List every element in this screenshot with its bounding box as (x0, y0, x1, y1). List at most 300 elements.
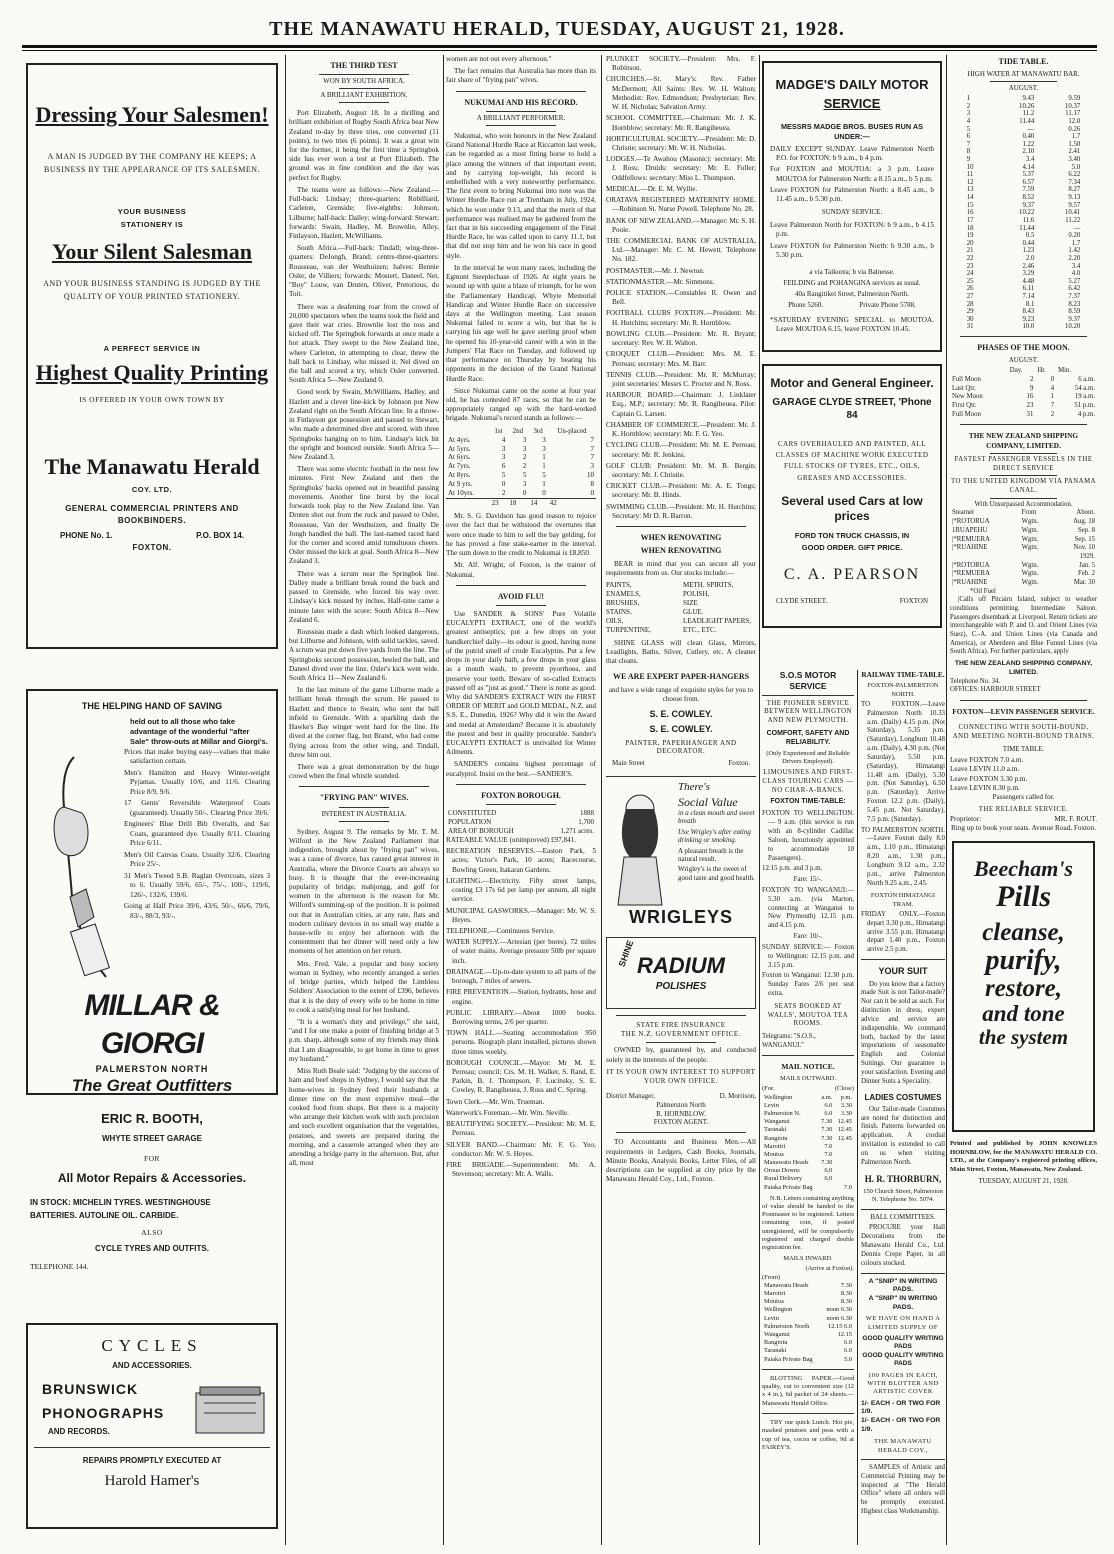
article-headline: "FRYING PAN" WIVES. (319, 793, 409, 803)
table-cell: Paiaka Private Bag (764, 1355, 813, 1363)
ad-text: POLISHES (655, 980, 707, 992)
table-cell: 1.22 (1022, 140, 1035, 148)
table-cell: 3.40 (1068, 156, 1081, 164)
ad-line: Leave FOXTON 3.30 p.m. (950, 774, 1028, 783)
ad-text: MESSRS MADGE BROS. BUSES RUN AS UNDER:— (780, 122, 924, 141)
table-cell: 1929. (1079, 552, 1095, 560)
ad-subhead: COMFORT, SAFETY AND RELIABILITY. (766, 729, 850, 746)
table-cell: 31 (966, 323, 974, 331)
table-cell: 25 (966, 277, 974, 285)
ad-text: THE RELIABLE SERVICE. (978, 806, 1069, 814)
list-item: STAINS, (606, 607, 632, 616)
table-cell (834, 1175, 854, 1183)
ad-text: CARS OVERHAULED AND PAINTED, ALL CLASSES OF MACHINE WORK EXECUTED FULL STOCKS OF TYRES, ETC., OILS, GREASES AND ACCESSORIES. (775, 439, 929, 482)
column-5 (762, 55, 942, 640)
list-item: LODGES.—Te Awahou (Masonic): secretary: Mr. J. Ross; Druids: secretary: Mr. E. Fuller; Oddfellows: secretary: Miss L. Thompson. (606, 155, 756, 182)
table-cell: Rural Delivery (764, 1175, 803, 1183)
table-cell: 7.30 (821, 1134, 833, 1142)
table-cell: 31 (1026, 410, 1034, 418)
list-item: SILVER BAND.—Chairman: Mr. F. G. Yeo; conductor: Mr. W. S. Heyes. (446, 1140, 596, 1158)
table-row (965, 301, 1083, 309)
table-cell: 23 (491, 499, 499, 508)
ad-line: SUNDAY SERVICE:— Foxton to Wellington: 12.15 p.m. and 3.15 p.m. (762, 943, 854, 969)
table-row (446, 436, 596, 445)
article-headline: AVOID FLU! (497, 591, 545, 601)
table-cell: 2.41 (1068, 148, 1081, 156)
table-cell: 8 (590, 480, 594, 489)
list-item: TELEPHONE.—Continuous Service. (446, 926, 555, 935)
ad-line: FOXTON TO WELLINGTON.— 9 a.m. (this service is run with an 8-cylinder Cadillac Saloon, luxuriously appointed to accommodate 10 Passengers). (762, 810, 854, 862)
table-cell: 42 (549, 499, 557, 508)
ad-brand: PHONOGRAPHS (42, 1404, 165, 1421)
table-cell: 8.52 (1022, 194, 1035, 202)
section-subhead: HIGH WATER AT MANAWATU BAR. (967, 70, 1080, 79)
table-row (446, 462, 596, 471)
table-row (762, 1151, 854, 1159)
table-row (965, 171, 1083, 179)
table-row (965, 179, 1083, 187)
list-item: ORATAVA REGISTERED MATERNITY HOME.—Robinson St. Nurse Powell. Telephone No. 28. (606, 196, 756, 214)
table-cell: 12.15 6.0 (828, 1322, 852, 1330)
ad-slogan: restore, (984, 974, 1063, 1002)
moon-table (950, 367, 1097, 419)
ad-phone: Phone 5260. (788, 300, 824, 309)
ad-line: Going at Half Price 39/6, 43/6, 50/-, 66/6, 79/6, 83/-, 88/3, 93/-. (124, 901, 270, 920)
table-header-cell: Steamer (952, 509, 975, 517)
table-cell: 3 (966, 110, 971, 118)
table-cell (818, 1184, 834, 1192)
list-item: CRICKET CLUB.—President: Mr. A. E. Tongs; secretary: Mr. B. Hinds. (606, 482, 756, 500)
ad-text: YOUR BUSINESS STATIONERY IS (117, 206, 187, 230)
ad-firm-name: The Manawatu Herald (44, 453, 260, 479)
table-cell: Sep. 15 (1074, 535, 1095, 543)
section-subhead: AUGUST. (1008, 84, 1039, 93)
table-cell: |*ROTORUA (952, 518, 990, 526)
table-cell: 0.5 (1025, 232, 1035, 240)
ad-text: THE MANAWATU HERALD COY., (874, 1438, 932, 1454)
ad-text: THE PIONEER SERVICE BETWEEN WELLINGTON AND NEW PLYMOUTH. (764, 699, 852, 725)
list-item: TURPENTINE, (606, 625, 651, 634)
article-paragraph: South Africa.—Full-back: Tindall; wing-three-quarters: DeJongh, Brand; centre-three-quarters: Rousseau, van der Westhuizen; halves: Bennie Osler, de Villiers; forwards: Mostert, Daneel, Net, "Boy" Louw, van Druten, Oliver, Pretorious, du Toit. (289, 244, 439, 299)
table-cell: 8.30 (840, 1298, 852, 1306)
table-cell: At 10yrs. (448, 489, 475, 498)
section-subhead: TIME TABLE. (1002, 745, 1045, 753)
ad-heading: WE ARE EXPERT PAPER-HANGERS (612, 672, 750, 682)
borough-table (446, 809, 596, 836)
ad-text: N.B. Letters containing anything of value should be handed to the Postmaster to be registered. Letters containing coin, if posted unregistered, will be compulsorily registered and charged double registration fee. (762, 1194, 854, 1251)
table-cell: — (1073, 224, 1081, 232)
list-item: TENNIS CLUB.—President: Mr. R. McMurray; joint secretaries: Messrs C. Procter and N. Ross. (606, 370, 756, 388)
column-6 (950, 55, 1097, 1186)
column-3 (446, 55, 596, 1181)
ad-line: For FOXTON and MOUTOA: a 3 p.m. Leave MOUTOA for Palmerston North: a 8.15 a.m., b 5 p.m. (770, 165, 934, 183)
ad-text: AND RECORDS. (48, 1426, 110, 1436)
table-row (950, 411, 1097, 420)
article-subhead: A BRILLIANT PERFORMER. (476, 113, 566, 122)
list-item: RATEABLE VALUE (unimproved) £97,841. (446, 836, 577, 844)
table-cell (834, 1143, 854, 1151)
table-cell: 24 (966, 270, 974, 278)
ad-text: TO Accountants and Business Men.—All requirements in Ledgers, Cash Books, Journals, Minute Books, Analysis Books, Letter Files, of all descriptions can be supplied at city price by the Manawatu Herald Coy., Ltd., Foxton. (606, 1138, 756, 1184)
table-cell: |*REMUERA (952, 535, 990, 543)
article-headline: NUKUMAI AND HIS RECORD. (464, 97, 578, 107)
table-cell: 3 (590, 462, 594, 471)
ad-text: FORD TON TRUCK CHASSIS, IN GOOD ORDER. GIFT PRICE. (794, 531, 910, 552)
table-cell: 7.34 (1068, 178, 1081, 186)
table-cell: 11.17 (1065, 110, 1081, 118)
column-rule (443, 55, 444, 1545)
article-paragraph: There was a scrum near the Springbok line. Dalley made a brilliant break round the back and passed to Grenside, who forced his way over. Lindsay's kick missed by inches. Half-time came a minute later with the score: South Africa 8—New Zealand 6. (289, 569, 439, 624)
ad-line: Men's Oil Canvas Coats. Usually 32/6. Clearing Price 25/-. (124, 849, 270, 869)
table-cell: 0 (590, 489, 594, 498)
table-cell: 10.0 (1022, 323, 1035, 331)
list-item: Waterwork's Foreman.—Mr. Wm. Neville. (446, 1108, 569, 1117)
ad-text: D. Morrison, (719, 1091, 756, 1100)
table-cell: noon 6.30 (826, 1306, 852, 1314)
table-cell: 2 (966, 102, 971, 110)
list-item: CHURCHES.—St. Mary's: Rev. Father McDermott; All Saints: Rev. W. H. Walton; Methodist: Rev. Edmondson; Presbyterian: Rev. W. H. Nicholas; Salvation Army. (606, 75, 756, 112)
ad-line: Men's Hamilton and Heavy Winter-weight Pyjamas. Usually 10/6, and 11/6. Clearing Price 8/9, 9/6. (124, 767, 270, 796)
table-row (965, 148, 1083, 156)
ad-heading: MADGE'S DAILY MOTOR (775, 77, 929, 92)
ad-text: SHINE GLASS will clean Glass, Mirrors, Leadlights, Baths, Silver, Cutlery, etc. A cleaner that cleans. (606, 638, 756, 666)
ad-text: BLOTTING PAPER.—Good quality, cut to convenient size (12 x 4 in.), 6d packet of 24 sheets.—Manawatu Herald Office. (762, 1374, 854, 1407)
list-item: LEADLIGHT PAPERS, ETC., ETC. (683, 616, 752, 634)
ad-line: Foxton to Wanganui: 12.30 p.m. Sunday Fares 2/6 per seat extra. (762, 972, 854, 998)
article-paragraph: There was a great demonstration by the huge crowd when the final whistle sounded. (289, 763, 439, 781)
table-cell: Wgtn. (1021, 570, 1039, 578)
cycles-ad (26, 1323, 278, 1529)
table-cell: 5.37 (1022, 171, 1035, 179)
list-item: THE COMMERCIAL BANK OF AUSTRALIA, Ltd.—Manager: Mr. C. M. Hewett. Telephone No. 182. (606, 236, 756, 264)
list-item: POLISH, (683, 589, 710, 598)
list-item: TOWN HALL.—Seating accommodation 950 persons. Biograph plant installed, pictures shown three times weekly. (446, 1029, 596, 1056)
ad-text: AND ACCESSORIES. (112, 1360, 192, 1370)
table-cell: 9.59 (1068, 95, 1081, 103)
list-item: CHAMBER OF COMMERCE.—President: Mr. J. K. Hornblow; secretary: Mr. F. G. Yeo. (606, 420, 756, 439)
list-item: BRUSHES, (606, 598, 640, 607)
table-cell: 1888 (580, 809, 594, 818)
table-cell: 5.27 (1068, 277, 1081, 285)
ad-price: 1/- EACH - OR TWO FOR 1/9. (861, 1399, 941, 1416)
article-paragraph: SANDER'S contains highest percentage of eucalyptol. Insist on the best.—SANDER'S. (446, 760, 596, 778)
table-cell: 27 (966, 292, 974, 300)
column-rule (946, 55, 947, 1545)
ad-text: Do you know that a factory made Suit is not Tailor-made? Nor can it be sold as such. For distinction in dress, expert advice and service are indispensible. We command both, backed by the latest importations of seasonable English and Colonial Suitings. Our guarantee is your satisfaction. Evening and Dinner Suits a Speciality. (861, 980, 945, 1085)
ad-text: 40a Rangitikei Street, Palmerston North. (795, 289, 909, 298)
table-cell: Rangiotu (764, 1339, 788, 1347)
ad-text: OWNED by, guaranteed by, and conducted solely in the interests of the people. (606, 1046, 756, 1064)
ad-contact (60, 531, 244, 541)
section-subhead: MAILS OUTWARD. (780, 1074, 836, 1082)
table-row (965, 126, 1083, 134)
table-cell: Wgtn. (1021, 535, 1039, 543)
table-row (950, 544, 1097, 553)
table-cell: 12.15 (837, 1330, 852, 1338)
ad-slogan: The Great Outfitters (71, 1076, 233, 1096)
list-item: BEAUTIFYING SOCIETY.—President: Mr. M. E. Perreau. (446, 1120, 596, 1138)
table-cell: At 6yrs. (448, 453, 471, 462)
article-paragraph: TO PALMERSTON NORTH.—Leave Foxton daily 8.0 a.m., 1.10 p.m., Himatangi 8.20 a.m., 1.30 p.m., Longburn 9.12 a.m., 2.32 p.m., arrive Palmerston North 9.25 a.m., 2.45. (861, 826, 945, 887)
table-cell: At 8yrs. (448, 471, 471, 480)
table-cell: 3.30 (840, 1109, 852, 1117)
ad-text: FOR (143, 1153, 161, 1163)
wrigleys-ad (606, 776, 756, 931)
ad-line: Leave FOXTON for Palmerston North: b 9.30 a.m., b 5.30 p.m. (770, 241, 934, 259)
table-cell: Jan. 5 (1079, 561, 1095, 569)
ad-text: AND YOUR BUSINESS STANDING IS JUDGED BY THE QUALITY OF YOUR PRINTED STATIONERY. (43, 278, 261, 301)
ad-heading: Dressing Your Salesmen! (35, 102, 269, 127)
table-cell: 4 (966, 117, 971, 125)
table-cell (834, 1159, 854, 1167)
ad-text: REPAIRS PROMPTLY EXECUTED AT (82, 1455, 222, 1465)
ad-line: 17 Gents' Reversible Waterproof Coats (guaranteed). Usually 50/-. Clearing Price 39/6. (124, 798, 270, 817)
ad-brand: MILLAR & GIORGI (84, 988, 220, 1061)
table-cell: 6.57 (1022, 178, 1035, 186)
table-row (965, 316, 1083, 324)
table-header-cell (446, 427, 490, 436)
column-2 (289, 55, 439, 1172)
table-cell: 11.44 (1019, 224, 1035, 232)
table-cell: 7 (590, 453, 594, 462)
table-cell: 3 (522, 435, 527, 444)
article-paragraph: The fact remains that Australia has more than its fair share of "frying pan" wives. (446, 67, 596, 85)
issue-date: TUESDAY, AUGUST 21, 1928. (978, 1177, 1069, 1186)
ad-text: |Calls off Pitcairn Island, subject to weather conditions permitting. Intermediate Saloon. Passengers disembark at Liverpool. Return tickets are interchangeable with P. and O. and Orient Lines (via Suez), C.-A. and Union Lines (via Canada and America), or Aberdeen and Blue Funnel Lines (via South Africa). For further particulars, apply (950, 596, 1097, 656)
table-row (950, 536, 1097, 545)
section-heading: MAIL NOTICE. (781, 1062, 835, 1072)
table-header-cell: Day. (1009, 367, 1023, 375)
ad-heading: All Motor Repairs & Accessories. (57, 1171, 247, 1186)
table-cell: Moutoa (764, 1298, 784, 1306)
table-cell: 4 (1050, 384, 1055, 392)
table-cell: 1,271 acres. (560, 827, 594, 836)
list-item: PAINTS, (606, 580, 632, 589)
ad-text: SEATS BOOKED AT WALLS', MOUTOA TEA ROOMS. (767, 1002, 849, 1028)
ad-text: TELEPHONE 144. (30, 1262, 89, 1272)
ad-text: PROCURE your Hall Decorations from the Manawatu Herald Co., Ltd. Dennis Crepe Paper, in all colours stocked. (861, 1224, 945, 1267)
table-row (965, 240, 1083, 248)
ad-heading: Motor and General Engineer. (770, 376, 934, 390)
ad-text: in a clean mouth and sweet breath (678, 808, 755, 826)
booth-garage-ad (22, 1105, 282, 1317)
table-cell: 11.6 (1022, 216, 1035, 224)
ad-name: S. E. COWLEY. (649, 709, 713, 720)
ad-text: SAMPLES of Artistic and Commercial Printing may be inspected at "The Herald Office" where all orders will be promptly executed. Highest class Workmanship. (861, 1464, 945, 1516)
table-cell: Wanganui (764, 1118, 790, 1126)
table-cell: 3 (542, 435, 546, 444)
table-cell: Manawatu Heads (764, 1281, 809, 1289)
table-row (965, 270, 1083, 278)
table-cell: 17 (966, 216, 974, 224)
table-header (446, 427, 596, 436)
table-cell: 2 (1029, 375, 1034, 383)
table-cell: 14 (966, 194, 974, 202)
table-cell: 29 (966, 308, 974, 316)
ad-line: Leave FOXTON 7.0 a.m. (950, 756, 1024, 765)
table-row (965, 209, 1083, 217)
table-cell: 8 (966, 148, 971, 156)
article-subhead: A BRILLIANT EXHIBITION. (320, 91, 408, 100)
ad-text: FOXTON AGENT. (653, 1118, 709, 1127)
table-row (950, 527, 1097, 536)
ad-heading: A "SNIP" IN WRITING PADS. (868, 1294, 938, 1311)
ad-text: THE N.Z. GOVERNMENT OFFICE. (621, 1030, 741, 1039)
article-paragraph: Use SANDER & SONS' Pure Volatile EUCALYPTI EXTRACT, one of the world's greatest antiseptics; put a few drops on your handkerchief daily—its odour is good, having none of the putrid smell of crude Eucalyptus. Put a few drops in your daily bath, a few drops in your glass as a mouth wash, to prevent pyorrhoea, and preserve your teeth. Beware of so-called Extracts passed off as "just as good." There is none as good. Why did SANDER'S EXTRACT WIN the FIRST ORDER OF MERIT and GOLD MEDAL, N.Z. and S.S. E., Dunedin, 1926? Why did it win the Award and medal at Amsterdam? Because it is absolutely the purest and best in quality procurable. Sander's EUCALYPTI EXTRACT is unrivalled for Winter Ailments. (446, 609, 596, 757)
section-subhead: MAILS INWARD. (783, 1255, 833, 1263)
article-paragraph: women are not out every afternoon." (446, 55, 552, 63)
table-cell: Levin (764, 1101, 779, 1109)
article-paragraph: Since Nukumai came on the scene at four year old, he has contested 87 races, so that he can be appropriately ranged up with the hard-worked brigade. Nukumai's record stands as follows:— (446, 386, 596, 423)
ad-heading: A "SNIP" IN WRITING PADS. (868, 1277, 938, 1294)
table-cell: 11 (966, 171, 974, 179)
mail-out-table (762, 1094, 854, 1192)
ad-text: A pleasant breath is the natural result. (678, 846, 744, 863)
table-cell (834, 1151, 854, 1159)
table-header-cell: About. (1076, 509, 1095, 517)
article-subhead: WON BY SOUTH AFRICA. (323, 77, 405, 86)
table-cell: 9 (1029, 384, 1034, 392)
table-cell: 7.30 (821, 1118, 833, 1126)
table-row (965, 308, 1083, 316)
ad-street: Main Street (612, 759, 645, 768)
table-cell: 14 (530, 499, 538, 508)
table-cell: 10.22 (1019, 209, 1035, 217)
column-rule (857, 670, 858, 1545)
section-heading: FOXTON HIMATANGI TRAM. (870, 892, 936, 908)
table-cell: 3 (501, 453, 506, 462)
ad-text: COY. LTD. (131, 485, 173, 494)
table-row (762, 1290, 854, 1298)
table-header-cell: From (1021, 509, 1037, 517)
table-cell: 12.0 (1068, 117, 1081, 125)
table-cell: 5 (522, 471, 527, 480)
table-cell: 3.4 (1071, 262, 1081, 270)
tide-table (965, 95, 1083, 331)
table-cell: Wgtn. (1021, 526, 1039, 534)
ad-text: There's (678, 781, 710, 794)
list-item: ENAMELS, (606, 589, 641, 598)
ad-price: 1/- EACH - OR TWO FOR 1/9. (861, 1417, 941, 1433)
mail-in-table (762, 1282, 854, 1364)
section-subhead: FOXTON-PALMERSTON NORTH. (867, 682, 939, 698)
list-item: MEDICAL.—Dr. E. M. Wyllie. (606, 184, 698, 193)
table-row (965, 263, 1083, 271)
ad-line: 31 Men's Tweed S.B. Raglan Overcoats, sizes 3 to 6. Usually 59/6, 65/-, 75/-, 100/-, 119/6, 126/-, 132/6, 139/6. (124, 870, 270, 899)
table-cell: Marotiri (764, 1290, 786, 1298)
list-item: OILS, (606, 616, 624, 625)
table-label: (For. (762, 1085, 775, 1093)
table-row (965, 164, 1083, 172)
list-item: GLUE. (683, 607, 704, 616)
shipping-table (950, 509, 1097, 587)
ad-text: GENERAL COMMERCIAL PRINTERS AND BOOKBINDERS. (65, 503, 239, 525)
table-row (446, 471, 596, 480)
table-row (446, 827, 596, 836)
table-row (950, 570, 1097, 579)
beechams-ad (952, 841, 1095, 1132)
table-row (446, 489, 596, 498)
table-row (762, 1306, 854, 1314)
table-row (762, 1126, 854, 1134)
table-cell: 6.42 (1068, 285, 1081, 293)
table-cell: 5 (966, 125, 971, 133)
table-row (965, 293, 1083, 301)
table-cell: 6 (966, 133, 971, 141)
table-cell: Wanganui (764, 1330, 790, 1338)
ad-line: Leave FOXTON for Palmerston North: a 8.45 a.m., b 11.45 a.m., b 5.30 p.m. (770, 185, 934, 203)
table-cell: 6.11 (1022, 285, 1035, 293)
table-cell: Wgtn. (1021, 544, 1039, 552)
table-cell: Feb. 2 (1078, 570, 1095, 578)
article-headline: FOXTON BOROUGH. (481, 790, 561, 800)
ad-text: R. HORNBLOW. (656, 1109, 706, 1118)
ad-text: Telephone No. 34. (950, 677, 1001, 685)
column-1 (22, 55, 282, 1539)
article-paragraph: Rousseau made a dash which looked dangerous, but Lilburne and Johnson, with solid tackles, saved. A scrum was put down five yards from the line. The Springboks secured possession, heeled the ball, and Daneel dived over the line. Osler's kick went wide. South Africa 11—New Zealand 6. (289, 627, 439, 683)
table-row (965, 323, 1083, 331)
table-row (950, 562, 1097, 571)
table-row (965, 225, 1083, 233)
table-cell: 1 (1050, 393, 1055, 401)
table-cell: 9.13 (1068, 194, 1081, 202)
table-cell: 0.40 (1022, 133, 1035, 141)
table-cell: Manawatu Heads (764, 1159, 809, 1167)
table-cell: 16 (1026, 393, 1034, 401)
table-cell: 18 (966, 224, 974, 232)
table-cell: Rangiotu (764, 1134, 788, 1142)
table-cell: 6.0 (824, 1175, 833, 1183)
ad-text: a via Taikorea; b via Balnesse. (809, 268, 895, 277)
table-row (950, 376, 1097, 385)
table-cell: 10 (966, 163, 974, 171)
table-cell: Mar. 30 (1073, 578, 1095, 586)
table-cell: At 5yrs. (448, 444, 471, 453)
ad-text: GOOD QUALITY WRITING PADS (862, 1334, 944, 1351)
ad-brand: RADIUM (637, 953, 725, 979)
article-paragraph: Port Elizabeth, August 18. In a thrilling and brilliant exhibition of Rugby South Africa beat New Zealand to-day by three tries, one converted (11 points), to two tries (6 points). It was a great win for the former, it being the first time a Springbok side has ever won a test at Port Elizabeth. The ground was in fine condition and the day was perfect for Rugby. (289, 109, 439, 182)
table-row (762, 1184, 854, 1192)
table-row (762, 1331, 854, 1339)
woman-illustration-icon (610, 787, 670, 907)
article-paragraph: In the interval he won many races, including the Egmont Steeplechase of 1926. At eight years he wound up with quite a blaze of triumph, for he won the Parliamentary Handicap, Whyte Memorial Handicap and Winter Hurdle Race on successive days at the Wellington meeting. Last season Nukumai failed to score a win, but that he is carrying his age well he gave sterling proof when he opened his 10-year-old career with a win in the Jumpers' Flat Race on Tuesday, and followed up that performance on Thursday by beating his opponents in the decision of the Grand National Hurdle Race. (446, 263, 596, 383)
ad-line: *SATURDAY EVENING SPECIAL to MOUTOA. Leave MOUTOA 6.15, leave FOXTON 10.45. (770, 315, 934, 334)
table-cell: 7.30 (821, 1159, 833, 1167)
ad-heading: LADIES COSTUMES (864, 1092, 942, 1102)
goods-list (606, 581, 756, 635)
ad-text: Use Wrigley's after eating drinking or smoking. (678, 827, 751, 845)
ad-text: MR. F. ROUT. (1054, 815, 1097, 824)
list-item: Town Clerk.—Mr. Wm. Trueman. (446, 1097, 545, 1106)
ad-town: FOXTON. (132, 542, 172, 552)
table-cell: 3.4 (1025, 156, 1035, 164)
article-headline: THE THIRD TEST (330, 61, 398, 70)
table-header-cell: Min. (1058, 367, 1072, 375)
table-cell: 5 (542, 471, 546, 480)
ad-box: P.O. BOX 14. (196, 530, 244, 540)
table-cell: AREA OF BOROUGH (448, 827, 514, 836)
ad-name: C. A. PEARSON (783, 565, 921, 583)
table-cell: 23 (1026, 401, 1034, 409)
table-row (446, 809, 596, 818)
ad-text: A MAN IS JUDGED BY THE COMPANY HE KEEPS; A BUSINESS BY THE APPEARANCE OF ITS SALESMEN. (44, 152, 260, 174)
table-cell: 7 (1050, 401, 1055, 409)
ad-text: SHINE (616, 939, 636, 969)
article-paragraph: The teams were as follows:—New Zealand.—Full-back: Lindsay; three-quarters: Robilliard, Carleton, Grenside; five-eighths: Johnson, Lilburne; half-back: Dalley; wing-forward: Stewart; forwards: Swain, Hadley, M. Brownlie, Alley, Finlayson, Hazlett, McWilliams. (289, 185, 439, 240)
table-cell: 12.45 (837, 1118, 852, 1126)
table-cell: Full Moon (952, 410, 981, 418)
table-cell: 3 (522, 444, 527, 453)
